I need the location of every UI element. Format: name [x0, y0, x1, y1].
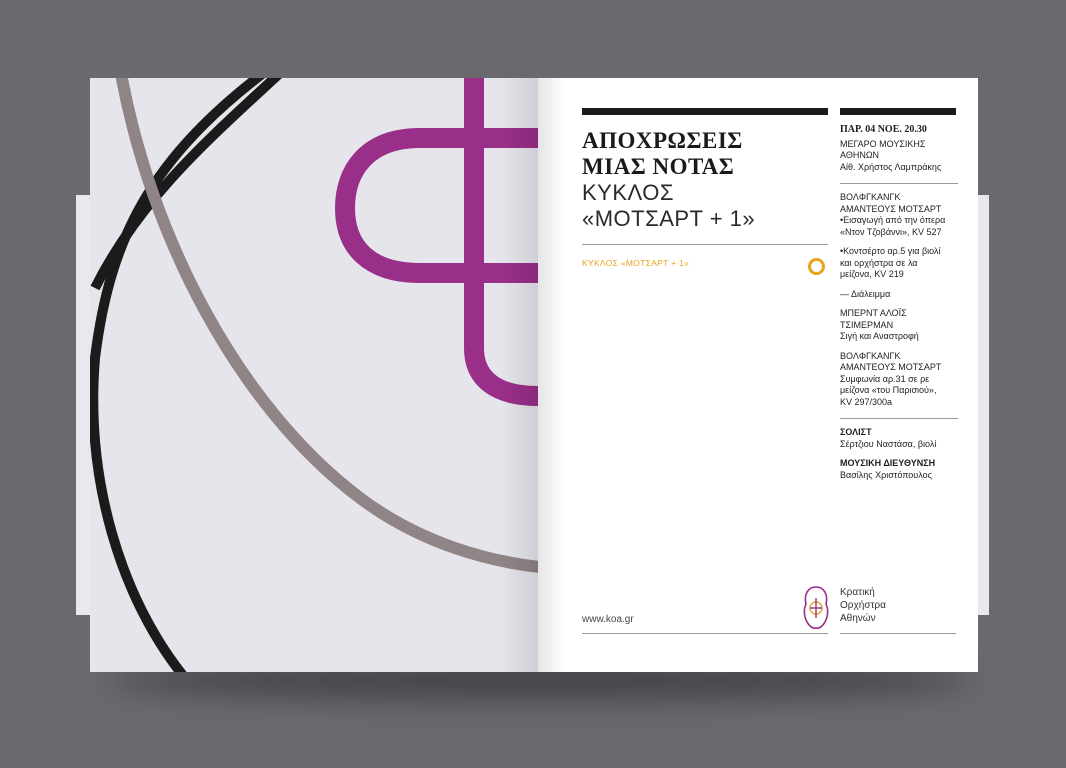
- piece-1-a: •Εισαγωγή από την όπερα: [840, 215, 946, 225]
- event-date: ΠΑΡ. 04 ΝΟΕ. 20.30: [840, 124, 927, 135]
- footer-divider-left: [582, 633, 828, 634]
- gold-ring-icon: [808, 258, 825, 275]
- title-line-2: ΜΙΑΣ ΝΟΤΑΣ: [582, 154, 735, 179]
- orchestra-line-1: Κρατική: [840, 587, 875, 598]
- venue-line-1: ΜΕΓΑΡΟ ΜΟΥΣΙΚΗΣ: [840, 138, 926, 149]
- title-line-3: ΚΥΚΛΟΣ: [582, 180, 674, 205]
- column-rule: [840, 108, 956, 115]
- right-page: [538, 78, 978, 672]
- page-title: [582, 128, 822, 232]
- venue-line-2: ΑΘΗΝΩΝ: [840, 150, 880, 160]
- piece-2-c: μείζονα, KV 219: [840, 269, 904, 279]
- divider: [840, 418, 958, 419]
- title-line-4: «ΜΟΤΣΑΡΤ + 1»: [582, 206, 756, 231]
- website-link[interactable]: www.koa.gr: [582, 614, 634, 625]
- composer-3-b: ΑΜΑΝΤΕΟΥΣ ΜΟΤΣΑΡΤ: [840, 362, 942, 372]
- soloist-name: Σέρτζιου Ναστάσα, βιολί: [840, 438, 937, 449]
- piece-4-c: KV 297/300a: [840, 396, 893, 407]
- orchestra-logo-icon: [800, 584, 832, 630]
- composer-3-a: ΒΟΛΦΓΚΑΝΓΚ: [840, 350, 901, 361]
- footer-divider-right: [840, 633, 956, 634]
- composer-1-b: ΑΜΑΝΤΕΟΥΣ ΜΟΤΣΑΡΤ: [840, 203, 942, 214]
- composer-2-a: ΜΠΕΡΝΤ ΑΛΟΪΣ: [840, 308, 907, 318]
- purple-bracket-upper: [345, 138, 538, 273]
- venue-hall: Αίθ. Χρήστος Λαμπράκης: [840, 161, 942, 172]
- left-page-artwork: [90, 78, 538, 672]
- piece-3: Σιγή και Αναστροφή: [840, 331, 919, 341]
- gutter-shade: [538, 78, 564, 672]
- piece-2-b: και ορχήστρα σε λα: [840, 257, 918, 268]
- program-column: [840, 124, 958, 481]
- orchestra-line-3: Αθηνών: [840, 613, 876, 624]
- piece-4-a: Συμφωνία αρ.31 σε ρε: [840, 373, 930, 384]
- divider: [840, 183, 958, 184]
- intermission: — Διάλειμμα: [840, 288, 891, 299]
- conductor-heading: ΜΟΥΣΙΚΗ ΔΙΕΥΘΥΝΣΗ: [840, 458, 936, 468]
- composer-2-b: ΤΣΙΜΕΡΜΑΝ: [840, 319, 894, 330]
- orchestra-line-2: Ορχήστρα: [840, 600, 886, 611]
- purple-vertical: [474, 78, 538, 396]
- orchestra-name: [840, 586, 886, 625]
- piece-2-a: •Κοντσέρτο αρ.5 για βιολί: [840, 246, 941, 256]
- title-rule: [582, 108, 828, 115]
- title-line-1: ΑΠΟΧΡΩΣΕΙΣ: [582, 128, 743, 153]
- conductor-name: Βασίλης Χριστόπουλος: [840, 469, 932, 480]
- title-divider: [582, 244, 828, 245]
- left-underpages: [76, 195, 90, 615]
- composer-1-a: ΒΟΛΦΓΚΑΝΓΚ: [840, 192, 901, 202]
- piece-4-b: μείζονα «του Παρισιού»,: [840, 385, 937, 395]
- right-underpages: [977, 195, 989, 615]
- series-label: ΚΥΚΛΟΣ «ΜΟΤΣΑΡΤ + 1»: [582, 258, 690, 268]
- soloist-heading: ΣΟΛΙΣΤ: [840, 427, 872, 437]
- piece-1-b: «Ντον Τζοβάννι», KV 527: [840, 226, 942, 237]
